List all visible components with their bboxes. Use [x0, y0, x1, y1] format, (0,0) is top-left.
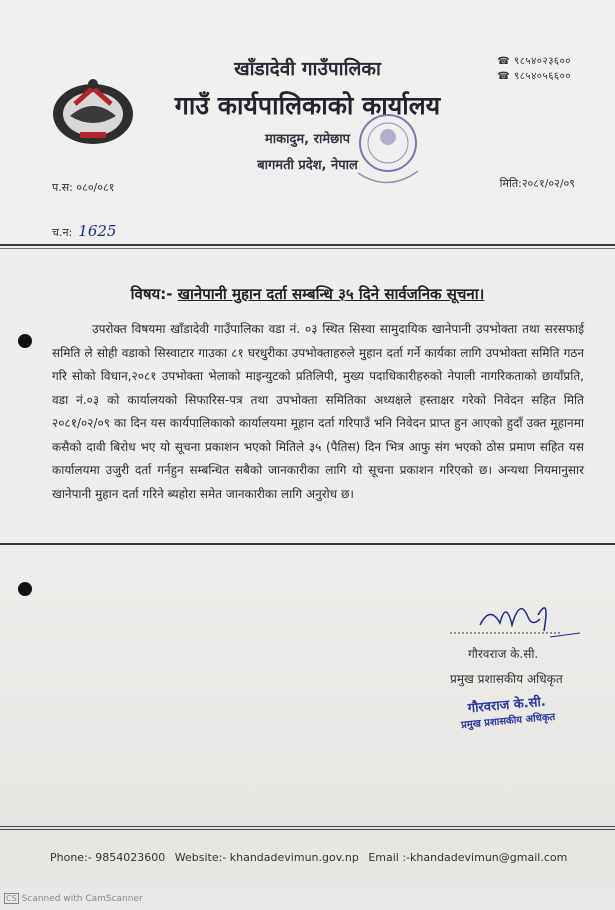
office-seal-stamp-icon: [338, 103, 438, 193]
reference-number: प.स: ०८०/०८१: [52, 181, 115, 194]
header-divider: [0, 244, 615, 246]
stamp-title: प्रमुख प्रशासकीय अधिकृत: [460, 711, 556, 732]
camscanner-logo-icon: CS: [6, 894, 17, 903]
address-line-2: बागमती प्रदेश, नेपाल: [257, 158, 358, 173]
notice-body: उपरोक्त विषयमा खाँडादेवी गाउँपालिका वडा नं. ०३ स्थित सिस्वा सामुदायिक खानेपानी उपभोक्ता तथा सरसफाई समिति ले सोही वडाको सिस्वाटार गाउका ८१ घरधुरीका उपभोक्ताहरुले मुहान दर्ता गर्ने कार्यका लागि उपभोक्ता समिति गठन गरि सोको विधान,२०८१ उपभोक्ता भेलाको माइन्युटको प्रतिलिपी, मुख्य पदाधिकारीहरुको नेपाली नागरिकताको छायाँप्रति, वडा नं.०३ को कार्यालयको सिफारिस-पत्र तथा उपभोक्ता समितिका अध्यक्षले हस्ताक्षर गरेको निवेदन सहित मिति २०८१/०२/०९ का दिन यस कार्यपालिकाको कार्यालयमा मूहान दर्ता गरिपाउँ भनि निवेदन प्राप्त हुन आएको हुदाँ उक्त मूहानमा कसैको दावी बिरोध भए यो सूचना प्रकाशन भएको मितिले ३५ (पैतिस) दिन भित्र आफु संग भएको ठोस प्रमाण सहित यस कार्यालयमा उजुरी दर्ता गर्नहुन सम्बन्धित सबैको जानकारीका लागि यो सूचना प्रकाशन गरिएको छ। अन्यथा नियमानुसार खानेपानी मुहान दर्ता गरिने ब्यहोरा समेत जानकारीका लागि अनुरोध छ।: [52, 322, 584, 501]
municipality-name: खाँडादेवी गाउँपालिका: [234, 58, 381, 80]
letter-date: मिति:२०८१/०२/०९: [499, 177, 575, 190]
phone-number-2: ☎ ९८५४०५६६००: [497, 71, 571, 82]
dispatch-value: 1625: [78, 222, 117, 240]
signatory-title: प्रमुख प्रशासकीय अधिकृत: [450, 672, 563, 686]
footer-phone: Phone:- 9854023600: [50, 851, 166, 864]
scanner-label: Scanned with CamScanner: [21, 894, 143, 904]
subject-prefix: विषय:-: [130, 285, 173, 303]
punch-hole-icon: [18, 582, 32, 596]
signatory-name: गौरवराज के.सी.: [468, 647, 539, 661]
body-divider: [0, 543, 615, 545]
dispatch-label: च.न:: [52, 226, 73, 239]
header-divider-thin: [0, 248, 615, 249]
footer-website: Website:- khandadevimun.gov.np: [174, 851, 359, 864]
stamp-name: गौरवराज के.सी.: [467, 694, 547, 717]
address-line-1: माकादुम, रामेछाप: [265, 132, 350, 147]
handwritten-signature-icon: [440, 595, 590, 645]
dispatch-number: [52, 222, 116, 240]
office-title: गाउँ कार्यपालिकाको कार्यालय: [174, 91, 441, 120]
signature-stamp: [459, 691, 556, 731]
footer-divider: [0, 826, 615, 827]
punch-hole-icon: [18, 334, 32, 348]
footer-email: Email :-khandadevimun@gmail.com: [368, 851, 568, 864]
phone-number-1: ☎ ९८५४०२३६००: [497, 56, 571, 67]
footer-contact: [50, 851, 573, 864]
subject-text: खानेपानी मुहान दर्ता सम्बन्धि ३५ दिने सार्वजनिक सूचना।: [177, 285, 485, 303]
scanner-watermark: [4, 893, 143, 904]
footer-divider-2: [0, 829, 615, 830]
subject-line: [0, 284, 615, 304]
